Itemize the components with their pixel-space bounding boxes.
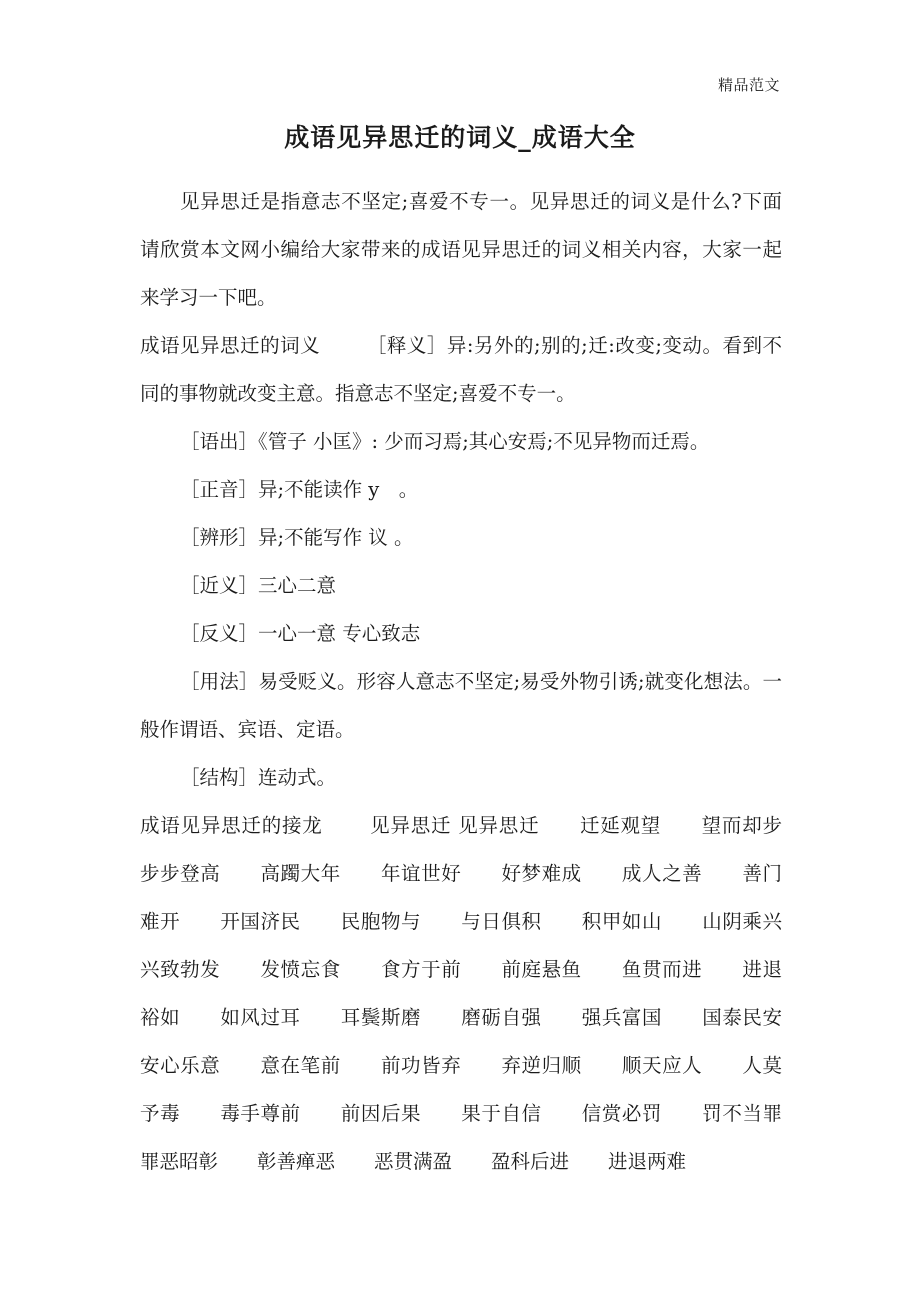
document-title: 成语见异思迁的词义_成语大全 (284, 123, 636, 152)
document-body (140, 178, 822, 1186)
synonym-paragraph: ［近义］三心二意 (180, 574, 337, 597)
idiom-chain-heading: 成语见异思迁的接龙 (140, 814, 323, 837)
pronunciation-paragraph: ［正音］异;不能读作 y 。 (180, 478, 419, 501)
intro-paragraph: 见异思迁是指意志不坚定;喜爱不专一。见异思迁的词义是什么?下面请欣赏本文网小编给大家带来的成语见异思迁的词义相关内容，大家一起来学习一下吧。 (140, 190, 782, 309)
idiom-chain-text: 见异思迁 见异思迁 迁延观望 望而却步 步步登高 高躅大年 年谊世好 好梦难成 成人之善 善门难开 开国济民 民胞物与 与日俱积 积甲如山 山阴乘兴 兴致勃发 发愤忘食 食方于前 前庭悬鱼 鱼贯而进 进退裕如 如风过耳 耳鬓斯磨 磨砺自强 强兵富国 国泰民安 安心乐意 意在笔前 前功皆弃 弃逆归顺 顺天应人 人莫予毒 毒手尊前 前因后果 果于自信 信赏必罚 罚不当罪 罪恶昭彰 彰善瘅恶 恶贯满盈 盈科后进 进退两难 (140, 814, 822, 1173)
meaning-text: ［释义］异:另外的;别的;迁:改变;变动。看到不同的事物就改变主意。指意志不坚定;喜爱不专一。 (140, 334, 782, 405)
antonym-paragraph: ［反义］一心一意 专心致志 (180, 622, 421, 645)
meaning-paragraph (140, 322, 782, 418)
document-tag: 精品范文 (717, 76, 780, 94)
form-paragraph: ［辨形］异;不能写作 议 。 (180, 526, 414, 549)
structure-paragraph: ［结构］连动式。 (180, 766, 337, 789)
idiom-chain-paragraph (140, 802, 822, 1186)
usage-paragraph: ［用法］易受贬义。形容人意志不坚定;易受外物引诱;就变化想法。一般作谓语、宾语、定语。 (140, 670, 782, 741)
source-paragraph: ［语出］《管子 小匡》: 少而习焉;其心安焉;不见异物而迁焉。 (180, 430, 710, 453)
meaning-heading: 成语见异思迁的词义 (140, 334, 321, 357)
